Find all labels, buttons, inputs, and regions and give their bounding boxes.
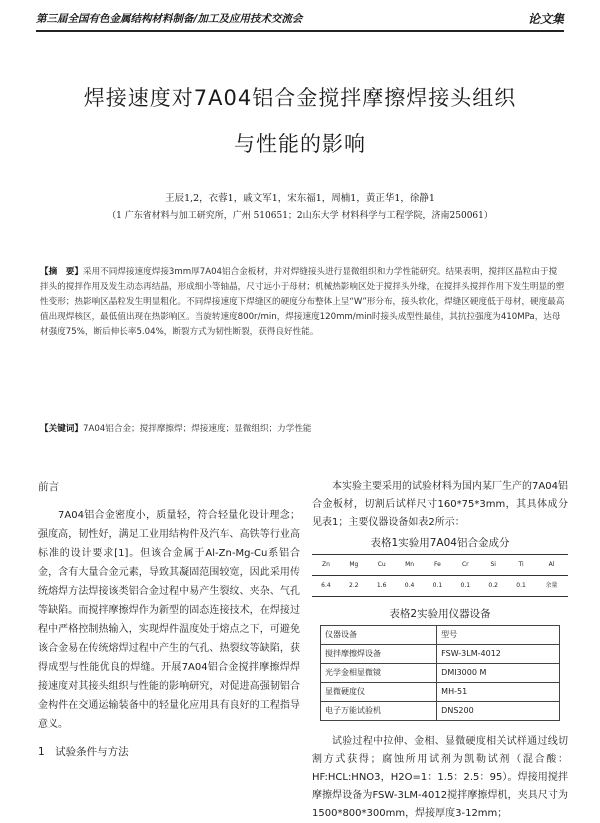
table-row [312, 555, 568, 576]
table-cell: 6.4 [312, 576, 340, 597]
table-cell: 0.4 [396, 576, 424, 597]
table-cell: 1.6 [368, 576, 396, 597]
table-cell: DNS200 [437, 702, 560, 721]
table-row [321, 626, 560, 645]
affiliation: （1 广东省材料与加工研究所，广州 510651；2山东大学 材料科学与工程学院，济南250061） [107, 211, 493, 221]
paper-title-line1: 焊接速度对7A04铝合金搅拌摩擦焊接头组织 [83, 86, 517, 110]
table-cell: 仪器设备 [321, 626, 437, 645]
table-row [321, 702, 560, 721]
header-conference: 第三届全国有色金属结构材料制备/加工及应用技术交流会 [36, 13, 303, 25]
table-cell: MH-51 [437, 683, 560, 702]
table-cell: 光学金相显微镜 [321, 664, 437, 683]
authors: 王辰1,2，衣蓉1，戚文军1，宋东福1，周楠1，黄正华1，徐静1 [165, 193, 435, 204]
left-column [38, 478, 300, 762]
right-column [312, 478, 568, 823]
methods-paragraph: 试验过程中拉伸、金相、显微硬度相关试样通过线切割方式获得；腐蚀所用试剂为凯勒试剂（混合酸：HF:HCL:HNO3，H2O=1：1.5：2.5：95）。焊接用搅拌摩擦焊设备为FSW-3LM-4012搅拌摩擦焊机，夹具尺寸为1500*800*300mm，焊接厚度3-12mm； [312, 736, 568, 819]
table-cell: 搅拌摩擦焊设备 [321, 645, 437, 664]
intro-paragraph: 7A04铝合金密度小，质量轻，符合轻量化设计理念；强度高，韧性好，满足工业用结构件及汽车、高铁等行业高标准的设计要求[1]。但该合金属于Al-Zn-Mg-Cu系铝合金，含有大量合金元素，导致其凝固范围较宽，因此采用传统熔焊方法焊接该类铝合金过程中易产生裂纹、夹杂、气孔等缺陷。而搅拌摩擦焊作为新型的固态连接技术，在焊接过程中严格控制热输入，实现焊件温度处于熔点之下，可避免该合金易在传统熔焊过程中产生的气孔、热裂纹等缺陷，获得成型与性能优良的焊缝。开展7A04铝合金搅拌摩擦焊焊接速度对其接头组织与性能的影响研究，对促进高强韧铝合金构件在交通运输装备中的轻量化应用具有良好的工程指导意义。 [38, 510, 300, 730]
table2-caption: 表格2实验用仪器设备 [389, 608, 491, 620]
table-cell: 余量 [535, 576, 568, 597]
table-cell: 显微硬度仪 [321, 683, 437, 702]
keywords-label: 【关键词】 [40, 424, 83, 434]
table-row [321, 645, 560, 664]
table-row [321, 683, 560, 702]
table-cell: 电子万能试验机 [321, 702, 437, 721]
abstract-text: 采用不同焊接速度焊接3mm厚7A04铝合金板材，并对焊缝接头进行显微组织和力学性能研究。结果表明，搅拌区晶粒由于搅拌头的搅拌作用及发生动态再结晶，形成细小等轴晶，尺寸远小于母材；机械热影响区处于搅拌头外缘，在搅拌头搅拌作用下发生明显的塑性变形；热影响区晶粒发生明显粗化。不同焊接速度下焊缝区的硬度分布整体上呈“W”形分布，接头软化，焊缝区硬度低于母材，硬度最高值出现焊核区，最低值出现在热影响区。当旋转速度800r/min，焊接速度120mm/min时接头成型性最佳，其抗拉强度为410MPa，达母材强度75%，断后伸长率5.04%，断裂方式为韧性断裂，获得良好性能。 [40, 267, 565, 337]
table1-caption: 表格1实验用7A04铝合金成分 [370, 537, 510, 549]
keywords-text: 7A04铝合金；搅拌摩擦焊；焊接速度；显微组织；力学性能 [82, 424, 312, 434]
materials-paragraph: 本实验主要采用的试验材料为国内某厂生产的7A04铝合金板材，切割后试样尺寸160*75*3mm，其具体成分见表1；主要仪器设备如表2所示： [312, 481, 568, 528]
table-cell: Si [479, 555, 507, 576]
header-proceedings: 论文集 [527, 12, 564, 26]
table-cell: 0.1 [451, 576, 479, 597]
table-cell: Zn [312, 555, 340, 576]
table-cell: Cr [451, 555, 479, 576]
table-cell: 0.1 [507, 576, 535, 597]
paper-title-line2: 与性能的影响 [234, 132, 366, 156]
table-cell: Cu [368, 555, 396, 576]
table-cell: 型号 [437, 626, 560, 645]
table-cell: Mg [340, 555, 368, 576]
table-cell: FSW-3LM-4012 [437, 645, 560, 664]
keywords [40, 422, 565, 434]
table-cell: Al [535, 555, 568, 576]
intro-heading: 前言 [38, 481, 59, 493]
table-cell: Ti [507, 555, 535, 576]
table-cell: Fe [424, 555, 452, 576]
section-1-heading: 1 试验条件与方法 [38, 746, 129, 758]
table-cell: 2.2 [340, 576, 368, 597]
composition-table [312, 554, 568, 597]
table-row [312, 576, 568, 597]
abstract-label: 【摘 要】 [40, 267, 83, 277]
table-cell: 0.2 [479, 576, 507, 597]
abstract [40, 265, 565, 340]
running-header [36, 8, 564, 32]
table-cell: DMI3000 M [437, 664, 560, 683]
table-cell: 0.1 [424, 576, 452, 597]
equipment-table [320, 625, 560, 721]
table-row [321, 664, 560, 683]
table-cell: Mn [396, 555, 424, 576]
